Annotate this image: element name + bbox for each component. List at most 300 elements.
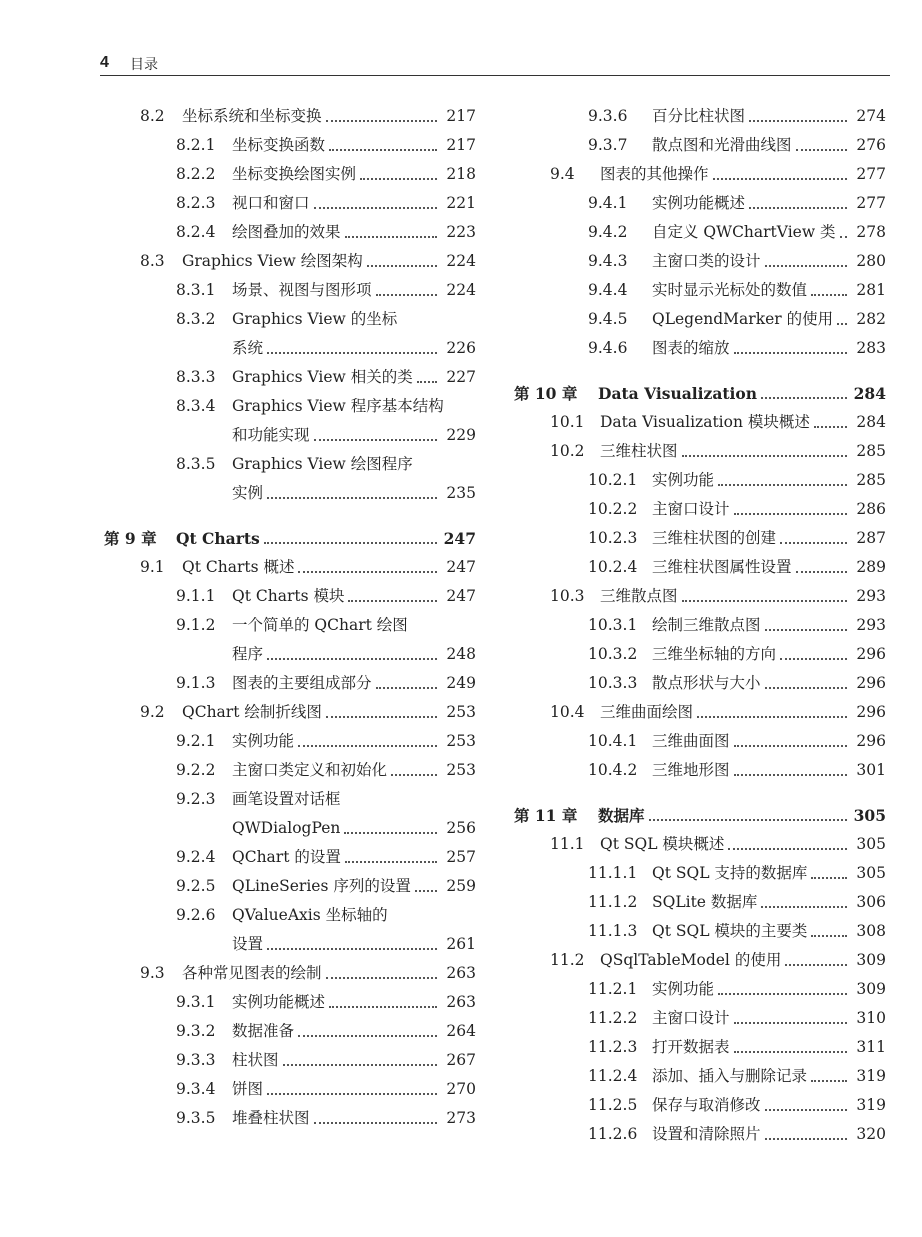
toc-entry-page: 301 bbox=[856, 761, 886, 779]
toc-subsection-entry[interactable] bbox=[514, 466, 886, 495]
toc-entry-page: 218 bbox=[446, 165, 476, 183]
toc-entry-number: 9.4.2 bbox=[588, 223, 628, 241]
toc-entry-title: 图表的其他操作 bbox=[600, 165, 709, 183]
toc-dot-leader bbox=[376, 294, 437, 296]
toc-entry-title: 系统 bbox=[232, 339, 264, 357]
toc-entry-number: 9.1.2 bbox=[176, 616, 216, 634]
toc-chapter-entry[interactable] bbox=[104, 524, 476, 553]
header-title: 目录 bbox=[130, 57, 158, 73]
toc-entry-number: 9.2 bbox=[140, 703, 165, 721]
toc-entry-title: QValueAxis 坐标轴的 bbox=[232, 906, 388, 924]
toc-subsection-entry[interactable] bbox=[514, 859, 886, 888]
toc-subsection-entry[interactable] bbox=[104, 189, 476, 218]
toc-entry-title: 绘图叠加的效果 bbox=[232, 223, 341, 241]
toc-chapter-entry[interactable] bbox=[514, 801, 886, 830]
toc-entry-number: 10.4 bbox=[550, 703, 585, 721]
toc-dot-leader bbox=[837, 323, 847, 325]
toc-entry-title-line bbox=[182, 247, 440, 276]
toc-subsection-entry[interactable] bbox=[514, 727, 886, 756]
toc-entry-title-line bbox=[232, 611, 410, 640]
toc-subsection-entry[interactable] bbox=[104, 785, 476, 814]
toc-entry-page: 309 bbox=[856, 980, 886, 998]
toc-entry-page: 224 bbox=[446, 252, 476, 270]
toc-entry-page: 308 bbox=[856, 922, 886, 940]
toc-entry-page: 320 bbox=[856, 1125, 886, 1143]
toc-dot-leader bbox=[314, 207, 437, 209]
toc-entry-title: Qt SQL 支持的数据库 bbox=[652, 864, 808, 882]
toc-entry-number: 8.3.2 bbox=[176, 310, 216, 328]
toc-dot-leader bbox=[765, 629, 847, 631]
toc-subsection-entry[interactable] bbox=[104, 756, 476, 785]
toc-entry-page: 217 bbox=[446, 107, 476, 125]
toc-entry-title-line bbox=[232, 930, 440, 959]
toc-subsection-entry[interactable] bbox=[514, 1091, 886, 1120]
toc-subsection-entry[interactable] bbox=[104, 363, 476, 392]
toc-dot-leader bbox=[326, 716, 437, 718]
toc-subsection-entry[interactable] bbox=[514, 218, 886, 247]
toc-entry-page: 305 bbox=[856, 864, 886, 882]
toc-entry-number: 8.3.4 bbox=[176, 397, 216, 415]
toc-entry-title: 主窗口类定义和初始化 bbox=[232, 761, 388, 779]
toc-subsection-entry[interactable] bbox=[104, 1104, 476, 1133]
toc-dot-leader bbox=[734, 513, 847, 515]
toc-subsection-entry[interactable] bbox=[104, 1017, 476, 1046]
toc-dot-leader bbox=[298, 571, 437, 573]
toc-entry-title-line bbox=[232, 479, 440, 508]
toc-entry-title-line bbox=[652, 218, 850, 247]
toc-entry-title-line bbox=[232, 421, 440, 450]
toc-entry-number: 10.2.4 bbox=[588, 558, 638, 576]
toc-entry-title: 图表的主要组成部分 bbox=[232, 674, 372, 692]
toc-section-entry[interactable] bbox=[104, 247, 476, 276]
toc-section-entry[interactable] bbox=[514, 946, 886, 975]
toc-entry-title: 柱状图 bbox=[232, 1051, 279, 1069]
toc-subsection-entry[interactable] bbox=[514, 1062, 886, 1091]
toc-entry-number: 8.2.2 bbox=[176, 165, 216, 183]
toc-entry-page: 311 bbox=[856, 1038, 886, 1056]
toc-subsection-entry[interactable] bbox=[514, 131, 886, 160]
toc-entry-title-line bbox=[232, 843, 440, 872]
toc-entry-title-line bbox=[652, 305, 850, 334]
toc-dot-leader bbox=[761, 906, 847, 908]
toc-entry-page: 224 bbox=[446, 281, 476, 299]
toc-subsection-entry[interactable] bbox=[514, 917, 886, 946]
toc-entry-title: 坐标变换绘图实例 bbox=[232, 165, 357, 183]
toc-entry-page: 263 bbox=[446, 964, 476, 982]
toc-dot-leader bbox=[391, 774, 437, 776]
toc-entry-page: 259 bbox=[446, 877, 476, 895]
toc-subsection-entry[interactable] bbox=[514, 611, 886, 640]
toc-dot-leader bbox=[780, 658, 847, 660]
toc-entry-title: 实例 bbox=[232, 484, 264, 502]
toc-dot-leader bbox=[283, 1064, 437, 1066]
toc-entry-title-line bbox=[232, 582, 440, 611]
toc-entry-page: 289 bbox=[856, 558, 886, 576]
toc-entry-number: 8.2.4 bbox=[176, 223, 216, 241]
toc-entry-page: 221 bbox=[446, 194, 476, 212]
toc-entry-title-line bbox=[598, 379, 850, 408]
toc-dot-leader bbox=[267, 1093, 437, 1095]
toc-entry-page: 280 bbox=[856, 252, 886, 270]
toc-entry-title: 三维坐标轴的方向 bbox=[652, 645, 777, 663]
toc-dot-leader bbox=[344, 832, 437, 834]
toc-entry-page: 282 bbox=[856, 310, 886, 328]
toc-entry-page: 270 bbox=[446, 1080, 476, 1098]
toc-subsection-entry[interactable] bbox=[104, 160, 476, 189]
toc-entry-page: 229 bbox=[446, 426, 476, 444]
toc-subsection-entry[interactable] bbox=[514, 756, 886, 785]
toc-entry-title: Graphics View 相关的类 bbox=[232, 368, 413, 386]
toc-entry-title: Qt SQL 模块的主要类 bbox=[652, 922, 808, 940]
toc-entry-title-line bbox=[652, 466, 850, 495]
toc-entry-page: 310 bbox=[856, 1009, 886, 1027]
toc-entry-title-line bbox=[232, 334, 440, 363]
toc-subsection-entry[interactable] bbox=[514, 334, 886, 363]
toc-dot-leader bbox=[728, 848, 847, 850]
toc-entry-title: 散点图和光滑曲线图 bbox=[652, 136, 792, 154]
toc-entry-title-line bbox=[232, 669, 440, 698]
toc-subsection-entry[interactable] bbox=[104, 843, 476, 872]
toc-entry-title-line bbox=[232, 218, 440, 247]
toc-subsection-entry[interactable] bbox=[104, 988, 476, 1017]
toc-section-entry[interactable] bbox=[104, 102, 476, 131]
toc-entry-number: 11.1.3 bbox=[588, 922, 638, 940]
toc-entry-number: 11.2.4 bbox=[588, 1067, 638, 1085]
toc-section-entry[interactable] bbox=[514, 160, 886, 189]
toc-entry-title-line bbox=[652, 859, 850, 888]
toc-entry-number: 9.2.3 bbox=[176, 790, 216, 808]
toc-subsection-entry[interactable] bbox=[514, 189, 886, 218]
toc-entry-number: 9.1 bbox=[140, 558, 165, 576]
toc-entry-title: 各种常见图表的绘制 bbox=[182, 964, 322, 982]
toc-entry-title: 坐标系统和坐标变换 bbox=[182, 107, 322, 125]
toc-subsection-entry[interactable] bbox=[104, 131, 476, 160]
toc-entry-number: 10.3.3 bbox=[588, 674, 638, 692]
toc-subsection-entry[interactable] bbox=[514, 888, 886, 917]
toc-entry-title: 数据库 bbox=[598, 806, 645, 825]
toc-entry-title-line bbox=[232, 785, 343, 814]
toc-entry-title: 实例功能概述 bbox=[652, 194, 746, 212]
toc-subsection-entry[interactable] bbox=[104, 421, 476, 450]
toc-section-entry[interactable] bbox=[514, 408, 886, 437]
toc-entry-number: 8.2.1 bbox=[176, 136, 216, 154]
toc-entry-title-line bbox=[232, 814, 440, 843]
toc-subsection-entry[interactable] bbox=[514, 1120, 886, 1149]
toc-entry-title-line bbox=[652, 1062, 850, 1091]
toc-entry-title: Graphics View 绘图架构 bbox=[182, 252, 363, 270]
toc-section-entry[interactable] bbox=[104, 959, 476, 988]
toc-dot-leader bbox=[697, 716, 847, 718]
toc-entry-page: 247 bbox=[446, 587, 476, 605]
toc-subsection-entry[interactable] bbox=[104, 901, 476, 930]
toc-entry-title-line bbox=[232, 189, 440, 218]
toc-entry-number: 8.3.1 bbox=[176, 281, 216, 299]
toc-entry-number: 9.3.1 bbox=[176, 993, 216, 1011]
toc-entry-title-line bbox=[232, 392, 446, 421]
toc-entry-page: 248 bbox=[446, 645, 476, 663]
toc-dot-leader bbox=[734, 774, 847, 776]
toc-subsection-entry[interactable] bbox=[514, 247, 886, 276]
toc-entry-number: 9.2.2 bbox=[176, 761, 216, 779]
toc-entry-number: 11.1.1 bbox=[588, 864, 638, 882]
toc-subsection-entry[interactable] bbox=[104, 611, 476, 640]
toc-subsection-entry[interactable] bbox=[104, 276, 476, 305]
toc-entry-title-line bbox=[652, 276, 850, 305]
toc-entry-title-line bbox=[652, 102, 850, 131]
toc-entry-title: 画笔设置对话框 bbox=[232, 790, 341, 808]
toc-dot-leader bbox=[649, 819, 847, 821]
toc-entry-title-line bbox=[232, 131, 440, 160]
toc-entry-title-line bbox=[182, 959, 440, 988]
toc-entry-page: 256 bbox=[446, 819, 476, 837]
toc-entry-title: 实例功能 bbox=[652, 980, 715, 998]
toc-entry-number: 9.1.1 bbox=[176, 587, 216, 605]
toc-subsection-entry[interactable] bbox=[104, 814, 476, 843]
toc-dot-leader bbox=[814, 426, 847, 428]
toc-entry-page: 227 bbox=[446, 368, 476, 386]
toc-entry-page: 235 bbox=[446, 484, 476, 502]
toc-entry-title-line bbox=[232, 988, 440, 1017]
toc-entry-title-line bbox=[652, 495, 850, 524]
toc-entry-title-line bbox=[600, 160, 850, 189]
toc-entry-number: 第 10 章 bbox=[514, 384, 578, 403]
toc-entry-number: 10.2 bbox=[550, 442, 585, 460]
toc-dot-leader bbox=[298, 1035, 437, 1037]
toc-section-entry[interactable] bbox=[514, 698, 886, 727]
toc-subsection-entry[interactable] bbox=[104, 727, 476, 756]
toc-dot-leader bbox=[811, 1080, 847, 1082]
toc-section-entry[interactable] bbox=[514, 437, 886, 466]
page-number: 4 bbox=[100, 54, 109, 71]
toc-entry-title: Data Visualization 模块概述 bbox=[600, 413, 810, 431]
toc-entry-number: 9.3.5 bbox=[176, 1109, 216, 1127]
toc-entry-title: QLineSeries 序列的设置 bbox=[232, 877, 411, 895]
toc-subsection-entry[interactable] bbox=[514, 495, 886, 524]
toc-entry-title: QWDialogPen bbox=[232, 819, 341, 837]
toc-subsection-entry[interactable] bbox=[104, 669, 476, 698]
toc-entry-number: 9.3.6 bbox=[588, 107, 628, 125]
toc-entry-title: 主窗口设计 bbox=[652, 500, 730, 518]
toc-entry-title-line bbox=[652, 640, 850, 669]
toc-dot-leader bbox=[765, 1109, 847, 1111]
toc-subsection-entry[interactable] bbox=[104, 582, 476, 611]
toc-dot-leader bbox=[785, 964, 847, 966]
toc-entry-title: 百分比柱状图 bbox=[652, 107, 746, 125]
toc-subsection-entry[interactable] bbox=[514, 102, 886, 131]
toc-section-entry[interactable] bbox=[104, 698, 476, 727]
toc-entry-title-line bbox=[652, 1004, 850, 1033]
toc-subsection-entry[interactable] bbox=[514, 524, 886, 553]
toc-entry-page: 319 bbox=[856, 1067, 886, 1085]
toc-entry-page: 217 bbox=[446, 136, 476, 154]
toc-section-entry[interactable] bbox=[104, 553, 476, 582]
toc-entry-title-line bbox=[232, 276, 440, 305]
toc-entry-page: 306 bbox=[856, 893, 886, 911]
toc-dot-leader bbox=[718, 484, 847, 486]
toc-entry-number: 9.3.7 bbox=[588, 136, 628, 154]
toc-entry-number: 8.3 bbox=[140, 252, 165, 270]
toc-entry-number: 11.1 bbox=[550, 835, 585, 853]
toc-entry-title: 添加、插入与删除记录 bbox=[652, 1067, 808, 1085]
toc-entry-page: 253 bbox=[446, 761, 476, 779]
toc-dot-leader bbox=[734, 1051, 847, 1053]
toc-entry-number: 10.1 bbox=[550, 413, 585, 431]
toc-entry-title-line bbox=[652, 1033, 850, 1062]
toc-entry-number: 9.2.4 bbox=[176, 848, 216, 866]
toc-section-entry[interactable] bbox=[514, 830, 886, 859]
toc-entry-page: 296 bbox=[856, 674, 886, 692]
toc-dot-leader bbox=[345, 236, 437, 238]
toc-subsection-entry[interactable] bbox=[514, 276, 886, 305]
toc-entry-number: 9.1.3 bbox=[176, 674, 216, 692]
toc-entry-page: 263 bbox=[446, 993, 476, 1011]
toc-subsection-entry[interactable] bbox=[104, 450, 476, 479]
toc-dot-leader bbox=[765, 265, 847, 267]
toc-dot-leader bbox=[345, 861, 437, 863]
toc-entry-title-line bbox=[652, 975, 850, 1004]
page-header bbox=[100, 52, 890, 76]
toc-entry-page: 253 bbox=[446, 732, 476, 750]
toc-subsection-entry[interactable] bbox=[104, 1046, 476, 1075]
toc-entry-page: 281 bbox=[856, 281, 886, 299]
toc-subsection-entry[interactable] bbox=[104, 640, 476, 669]
toc-entry-title-line bbox=[232, 363, 440, 392]
toc-entry-title: 设置和清除照片 bbox=[652, 1125, 761, 1143]
toc-subsection-entry[interactable] bbox=[104, 218, 476, 247]
toc-entry-title-line bbox=[598, 801, 850, 830]
toc-entry-number: 8.3.5 bbox=[176, 455, 216, 473]
toc-dot-leader bbox=[267, 352, 437, 354]
header-rule bbox=[100, 75, 890, 76]
toc-entry-title: 三维地形图 bbox=[652, 761, 730, 779]
toc-subsection-entry[interactable] bbox=[104, 872, 476, 901]
toc-entry-title: Graphics View 程序基本结构 bbox=[232, 397, 444, 415]
toc-entry-title-line bbox=[652, 131, 850, 160]
toc-entry-page: 276 bbox=[856, 136, 886, 154]
toc-entry-title: 坐标变换函数 bbox=[232, 136, 326, 154]
toc-entry-title-line bbox=[652, 334, 850, 363]
toc-entry-number: 11.2.6 bbox=[588, 1125, 638, 1143]
toc-entry-title: 实时显示光标处的数值 bbox=[652, 281, 808, 299]
toc-entry-title-line bbox=[652, 888, 850, 917]
toc-dot-leader bbox=[734, 1022, 847, 1024]
toc-entry-title-line bbox=[232, 160, 440, 189]
toc-entry-title: QChart 绘制折线图 bbox=[182, 703, 322, 721]
toc-subsection-entry[interactable] bbox=[104, 930, 476, 959]
toc-entry-page: 261 bbox=[446, 935, 476, 953]
toc-entry-page: 284 bbox=[853, 384, 886, 403]
toc-entry-title-line bbox=[232, 727, 440, 756]
toc-subsection-entry[interactable] bbox=[104, 392, 476, 421]
toc-dot-leader bbox=[267, 497, 437, 499]
toc-subsection-entry[interactable] bbox=[104, 305, 476, 334]
toc-entry-page: 287 bbox=[856, 529, 886, 547]
toc-subsection-entry[interactable] bbox=[514, 975, 886, 1004]
toc-entry-title-line bbox=[600, 946, 850, 975]
toc-entry-number: 10.3 bbox=[550, 587, 585, 605]
toc-entry-page: 277 bbox=[856, 194, 886, 212]
toc-entry-title-line bbox=[232, 640, 440, 669]
toc-entry-page: 286 bbox=[856, 500, 886, 518]
toc-entry-number: 11.2.3 bbox=[588, 1038, 638, 1056]
toc-entry-title-line bbox=[652, 1091, 850, 1120]
toc-subsection-entry[interactable] bbox=[514, 669, 886, 698]
toc-entry-page: 309 bbox=[856, 951, 886, 969]
toc-entry-title: Graphics View 绘图程序 bbox=[232, 455, 413, 473]
toc-entry-page: 277 bbox=[856, 165, 886, 183]
toc-entry-title-line bbox=[600, 408, 850, 437]
toc-entry-title-line bbox=[652, 553, 850, 582]
toc-entry-title-line bbox=[182, 102, 440, 131]
toc-entry-number: 9.4 bbox=[550, 165, 575, 183]
toc-entry-number: 10.3.2 bbox=[588, 645, 638, 663]
toc-subsection-entry[interactable] bbox=[514, 1004, 886, 1033]
toc-dot-leader bbox=[329, 149, 437, 151]
toc-entry-title: 三维柱状图属性设置 bbox=[652, 558, 792, 576]
toc-entry-page: 283 bbox=[856, 339, 886, 357]
toc-entry-title: 实例功能 bbox=[232, 732, 295, 750]
toc-entry-page: 278 bbox=[856, 223, 886, 241]
toc-dot-leader bbox=[734, 745, 847, 747]
toc-entry-title-line bbox=[600, 437, 850, 466]
toc-subsection-entry[interactable] bbox=[514, 1033, 886, 1062]
toc-subsection-entry[interactable] bbox=[514, 640, 886, 669]
toc-entry-number: 10.4.1 bbox=[588, 732, 638, 750]
toc-dot-leader bbox=[267, 948, 437, 950]
toc-entry-number: 11.2.5 bbox=[588, 1096, 638, 1114]
toc-dot-leader bbox=[376, 687, 437, 689]
toc-entry-title-line bbox=[176, 524, 440, 553]
toc-subsection-entry[interactable] bbox=[104, 334, 476, 363]
toc-entry-title-line bbox=[182, 553, 440, 582]
toc-dot-leader bbox=[682, 600, 847, 602]
toc-entry-title: 设置 bbox=[232, 935, 264, 953]
toc-entry-page: 284 bbox=[856, 413, 886, 431]
toc-entry-number: 10.2.2 bbox=[588, 500, 638, 518]
toc-chapter-entry[interactable] bbox=[514, 379, 886, 408]
toc-entry-title: Qt SQL 模块概述 bbox=[600, 835, 725, 853]
toc-entry-title-line bbox=[600, 830, 850, 859]
toc-dot-leader bbox=[329, 1006, 437, 1008]
toc-entry-page: 293 bbox=[856, 587, 886, 605]
toc-entry-title-line bbox=[232, 305, 399, 334]
toc-entry-title-line bbox=[652, 524, 850, 553]
toc-entry-title: 主窗口设计 bbox=[652, 1009, 730, 1027]
toc-subsection-entry[interactable] bbox=[514, 305, 886, 334]
toc-entry-page: 253 bbox=[446, 703, 476, 721]
toc-entry-number: 9.4.5 bbox=[588, 310, 628, 328]
toc-entry-title: 三维散点图 bbox=[600, 587, 678, 605]
toc-entry-number: 9.3.2 bbox=[176, 1022, 216, 1040]
toc-dot-leader bbox=[796, 149, 847, 151]
toc-entry-page: 247 bbox=[443, 529, 476, 548]
toc-entry-number: 9.2.6 bbox=[176, 906, 216, 924]
toc-dot-leader bbox=[840, 236, 847, 238]
toc-entry-title: 视口和窗口 bbox=[232, 194, 310, 212]
toc-subsection-entry[interactable] bbox=[104, 1075, 476, 1104]
toc-entry-page: 296 bbox=[856, 703, 886, 721]
toc-section-entry[interactable] bbox=[514, 582, 886, 611]
toc-entry-title: Qt Charts 概述 bbox=[182, 558, 295, 576]
toc-entry-page: 285 bbox=[856, 442, 886, 460]
toc-entry-title-line bbox=[652, 669, 850, 698]
toc-subsection-entry[interactable] bbox=[514, 553, 886, 582]
toc-entry-title: 实例功能 bbox=[652, 471, 715, 489]
toc-entry-title: 程序 bbox=[232, 645, 264, 663]
toc-entry-number: 8.3.3 bbox=[176, 368, 216, 386]
toc-dot-leader bbox=[761, 397, 847, 399]
toc-subsection-entry[interactable] bbox=[104, 479, 476, 508]
